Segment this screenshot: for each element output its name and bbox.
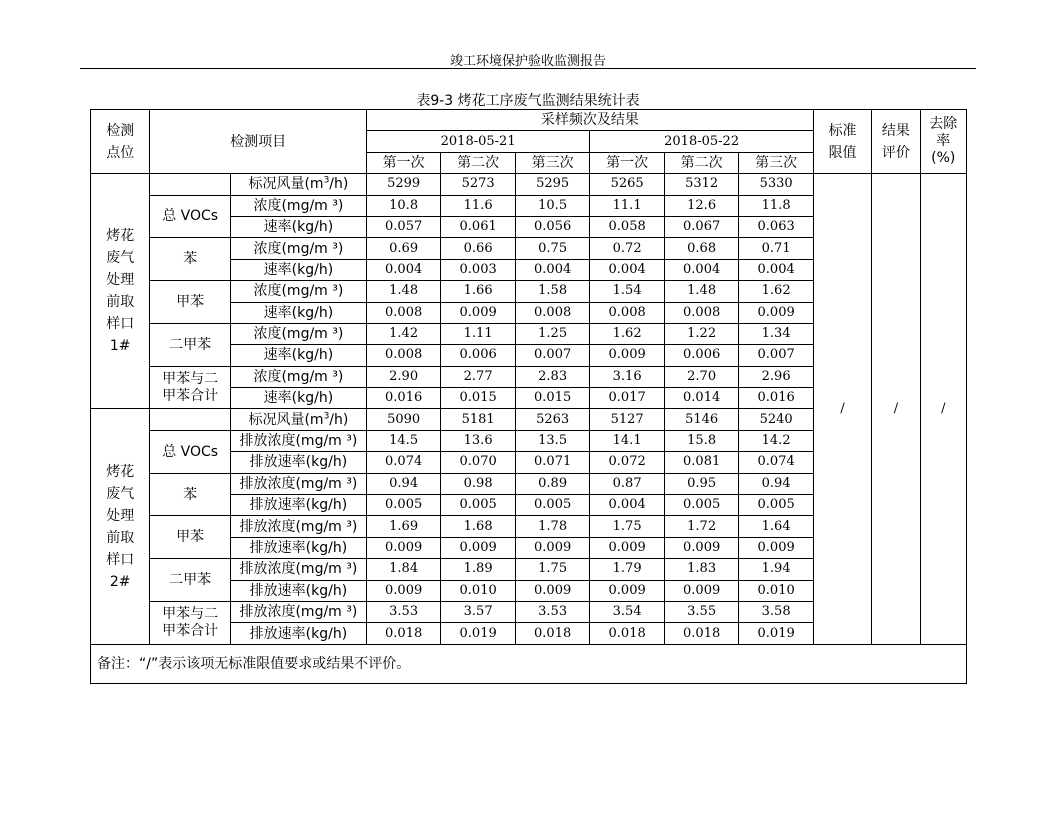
value-cell: 5312 [664, 174, 739, 195]
value-cell: 1.62 [739, 281, 814, 302]
value-cell: 1.66 [441, 281, 516, 302]
pollutant-cell: 苯 [150, 473, 231, 516]
value-cell: 0.063 [739, 216, 814, 237]
value-cell: 0.87 [590, 473, 665, 494]
value-cell: 1.54 [590, 281, 665, 302]
parameter-cell: 速率(kg/h) [230, 302, 366, 323]
value-cell: 1.75 [590, 516, 665, 537]
value-cell: 1.83 [664, 559, 739, 580]
value-cell: 3.53 [366, 601, 441, 622]
col-header-run: 第三次 [515, 152, 590, 173]
value-cell: 0.004 [664, 259, 739, 280]
col-header-run: 第一次 [366, 152, 441, 173]
col-header-date: 2018-05-22 [590, 131, 814, 152]
value-cell: 13.6 [441, 430, 516, 451]
value-cell: 1.89 [441, 559, 516, 580]
parameter-cell: 排放浓度(mg/m ³) [230, 559, 366, 580]
value-cell: 0.008 [515, 302, 590, 323]
note-row [91, 644, 967, 683]
col-header-run: 第二次 [441, 152, 516, 173]
parameter-cell: 浓度(mg/m ³) [230, 323, 366, 344]
value-cell: 0.067 [664, 216, 739, 237]
value-cell: 0.009 [664, 580, 739, 601]
value-cell: 1.25 [515, 323, 590, 344]
value-cell: 0.72 [590, 238, 665, 259]
value-cell: 0.006 [441, 345, 516, 366]
value-cell: 0.018 [590, 623, 665, 644]
blank-cell [150, 409, 231, 430]
value-cell: 1.42 [366, 323, 441, 344]
value-cell: 0.009 [515, 580, 590, 601]
col-header-evaluation: 结果 评价 [872, 110, 920, 174]
value-cell: 0.057 [366, 216, 441, 237]
value-cell: 0.018 [366, 623, 441, 644]
removal-rate-cell: / [920, 174, 966, 645]
value-cell: 3.55 [664, 601, 739, 622]
value-cell: 5181 [441, 409, 516, 430]
value-cell: 0.014 [664, 388, 739, 409]
value-cell: 0.008 [664, 302, 739, 323]
flow-label-cell: 标况风量$(m^3/h)$ [230, 409, 366, 430]
header-rule [80, 68, 976, 69]
value-cell: 1.75 [515, 559, 590, 580]
header-row [91, 110, 967, 131]
col-header-sampling: 采样频次及结果 [366, 110, 813, 131]
table-caption: 表9-3 烤花工序废气监测结果统计表 [416, 93, 640, 109]
value-cell: 5330 [739, 174, 814, 195]
value-cell: 0.071 [515, 452, 590, 473]
value-cell: 5127 [590, 409, 665, 430]
parameter-cell: 浓度(mg/m ³) [230, 195, 366, 216]
value-cell: 1.22 [664, 323, 739, 344]
value-cell: 5295 [515, 174, 590, 195]
value-cell: 0.008 [366, 302, 441, 323]
value-cell: 0.009 [590, 345, 665, 366]
value-cell: 0.003 [441, 259, 516, 280]
pollutant-cell: 甲苯 [150, 516, 231, 559]
parameter-cell: 排放浓度(mg/m ³) [230, 516, 366, 537]
value-cell: 0.070 [441, 452, 516, 473]
value-cell: 3.58 [739, 601, 814, 622]
col-header-run: 第二次 [664, 152, 739, 173]
value-cell: 0.061 [441, 216, 516, 237]
value-cell: 3.16 [590, 366, 665, 387]
value-cell: 0.009 [366, 537, 441, 558]
parameter-cell: 速率(kg/h) [230, 259, 366, 280]
table-row [91, 174, 967, 195]
value-cell: 13.5 [515, 430, 590, 451]
value-cell: 0.007 [515, 345, 590, 366]
col-header-run: 第三次 [739, 152, 814, 173]
value-cell: 5299 [366, 174, 441, 195]
pollutant-cell: 总 VOCs [150, 430, 231, 473]
value-cell: 0.009 [441, 537, 516, 558]
col-header-date: 2018-05-21 [366, 131, 590, 152]
pollutant-cell: 苯 [150, 238, 231, 281]
value-cell: 0.009 [739, 302, 814, 323]
value-cell: 0.072 [590, 452, 665, 473]
value-cell: 10.5 [515, 195, 590, 216]
parameter-cell: 浓度(mg/m ³) [230, 238, 366, 259]
parameter-cell: 排放浓度(mg/m ³) [230, 430, 366, 451]
value-cell: 0.005 [739, 495, 814, 516]
value-cell: 0.75 [515, 238, 590, 259]
value-cell: 1.84 [366, 559, 441, 580]
sampling-point-cell: 烤花 废气 处理 前取 样口 2# [91, 409, 150, 644]
value-cell: 0.94 [739, 473, 814, 494]
value-cell: 1.62 [590, 323, 665, 344]
value-cell: 0.016 [739, 388, 814, 409]
value-cell: 0.004 [366, 259, 441, 280]
value-cell: 0.056 [515, 216, 590, 237]
col-header-removal: 去除 率 (%) [920, 110, 966, 174]
page-header: 竣工环境保护验收监测报告 [449, 54, 606, 69]
evaluation-cell: / [872, 174, 920, 645]
value-cell: 0.005 [515, 495, 590, 516]
value-cell: 1.79 [590, 559, 665, 580]
value-cell: 0.005 [366, 495, 441, 516]
blank-cell [150, 174, 231, 195]
sampling-point-cell: 烤花 废气 处理 前取 样口 1# [91, 174, 150, 409]
value-cell: 5265 [590, 174, 665, 195]
parameter-cell: 排放速率(kg/h) [230, 537, 366, 558]
value-cell: 11.6 [441, 195, 516, 216]
value-cell: 14.2 [739, 430, 814, 451]
value-cell: 0.074 [366, 452, 441, 473]
value-cell: 14.5 [366, 430, 441, 451]
value-cell: 2.90 [366, 366, 441, 387]
value-cell: 11.8 [739, 195, 814, 216]
value-cell: 5263 [515, 409, 590, 430]
value-cell: 0.009 [515, 537, 590, 558]
value-cell: 12.6 [664, 195, 739, 216]
value-cell: 15.8 [664, 430, 739, 451]
value-cell: 3.53 [515, 601, 590, 622]
value-cell: 0.008 [590, 302, 665, 323]
monitoring-results-table [90, 109, 967, 684]
value-cell: 0.005 [441, 495, 516, 516]
value-cell: 5240 [739, 409, 814, 430]
pollutant-cell: 二甲苯 [150, 559, 231, 602]
value-cell: 0.004 [739, 259, 814, 280]
value-cell: 2.70 [664, 366, 739, 387]
value-cell: 0.69 [366, 238, 441, 259]
value-cell: 0.019 [441, 623, 516, 644]
value-cell: 0.005 [664, 495, 739, 516]
value-cell: 0.017 [590, 388, 665, 409]
table-body [91, 110, 967, 684]
col-header-run: 第一次 [590, 152, 665, 173]
pollutant-cell: 二甲苯 [150, 323, 231, 366]
value-cell: 0.007 [739, 345, 814, 366]
value-cell: 0.009 [590, 580, 665, 601]
parameter-cell: 速率(kg/h) [230, 216, 366, 237]
value-cell: 3.54 [590, 601, 665, 622]
value-cell: 5146 [664, 409, 739, 430]
value-cell: 2.96 [739, 366, 814, 387]
value-cell: 0.015 [515, 388, 590, 409]
value-cell: 0.008 [366, 345, 441, 366]
parameter-cell: 排放浓度(mg/m ³) [230, 473, 366, 494]
parameter-cell: 速率(kg/h) [230, 345, 366, 366]
value-cell: 5273 [441, 174, 516, 195]
parameter-cell: 排放速率(kg/h) [230, 452, 366, 473]
note-cell: 备注：“/”表示该项无标准限值要求或结果不评价。 [91, 644, 967, 683]
col-header-standard: 标准 限值 [813, 110, 871, 174]
value-cell: 11.1 [590, 195, 665, 216]
value-cell: 0.081 [664, 452, 739, 473]
flow-label-cell: 标况风量$(m^3/h)$ [230, 174, 366, 195]
value-cell: 0.71 [739, 238, 814, 259]
value-cell: 5090 [366, 409, 441, 430]
value-cell: 1.69 [366, 516, 441, 537]
value-cell: 1.48 [366, 281, 441, 302]
value-cell: 0.009 [366, 580, 441, 601]
value-cell: 0.89 [515, 473, 590, 494]
value-cell: 0.95 [664, 473, 739, 494]
parameter-cell: 浓度(mg/m ³) [230, 281, 366, 302]
pollutant-cell: 甲苯 [150, 281, 231, 324]
parameter-cell: 排放速率(kg/h) [230, 580, 366, 601]
value-cell: 0.66 [441, 238, 516, 259]
parameter-cell: 排放速率(kg/h) [230, 623, 366, 644]
value-cell: 10.8 [366, 195, 441, 216]
value-cell: 0.94 [366, 473, 441, 494]
col-header-item: 检测项目 [150, 110, 366, 174]
value-cell: 1.94 [739, 559, 814, 580]
value-cell: 0.074 [739, 452, 814, 473]
value-cell: 1.68 [441, 516, 516, 537]
value-cell: 0.98 [441, 473, 516, 494]
value-cell: 14.1 [590, 430, 665, 451]
value-cell: 0.004 [590, 259, 665, 280]
parameter-cell: 排放速率(kg/h) [230, 495, 366, 516]
pollutant-cell: 甲苯与二 甲苯合计 [150, 601, 231, 644]
value-cell: 0.010 [739, 580, 814, 601]
value-cell: 0.004 [515, 259, 590, 280]
value-cell: 1.11 [441, 323, 516, 344]
value-cell: 0.015 [441, 388, 516, 409]
value-cell: 1.64 [739, 516, 814, 537]
value-cell: 3.57 [441, 601, 516, 622]
value-cell: 0.68 [664, 238, 739, 259]
value-cell: 1.34 [739, 323, 814, 344]
value-cell: 1.78 [515, 516, 590, 537]
value-cell: 0.004 [590, 495, 665, 516]
value-cell: 0.009 [739, 537, 814, 558]
value-cell: 0.010 [441, 580, 516, 601]
standard-limit-cell: / [813, 174, 871, 645]
value-cell: 2.77 [441, 366, 516, 387]
col-header-point: 检测 点位 [91, 110, 150, 174]
parameter-cell: 速率(kg/h) [230, 388, 366, 409]
pollutant-cell: 甲苯与二 甲苯合计 [150, 366, 231, 409]
value-cell: 0.018 [664, 623, 739, 644]
value-cell: 0.009 [441, 302, 516, 323]
parameter-cell: 排放浓度(mg/m ³) [230, 601, 366, 622]
value-cell: 1.58 [515, 281, 590, 302]
pollutant-cell: 总 VOCs [150, 195, 231, 238]
value-cell: 0.006 [664, 345, 739, 366]
value-cell: 0.019 [739, 623, 814, 644]
value-cell: 0.058 [590, 216, 665, 237]
value-cell: 0.009 [664, 537, 739, 558]
value-cell: 0.009 [590, 537, 665, 558]
value-cell: 1.48 [664, 281, 739, 302]
value-cell: 0.018 [515, 623, 590, 644]
value-cell: 0.016 [366, 388, 441, 409]
value-cell: 1.72 [664, 516, 739, 537]
value-cell: 2.83 [515, 366, 590, 387]
parameter-cell: 浓度(mg/m ³) [230, 366, 366, 387]
